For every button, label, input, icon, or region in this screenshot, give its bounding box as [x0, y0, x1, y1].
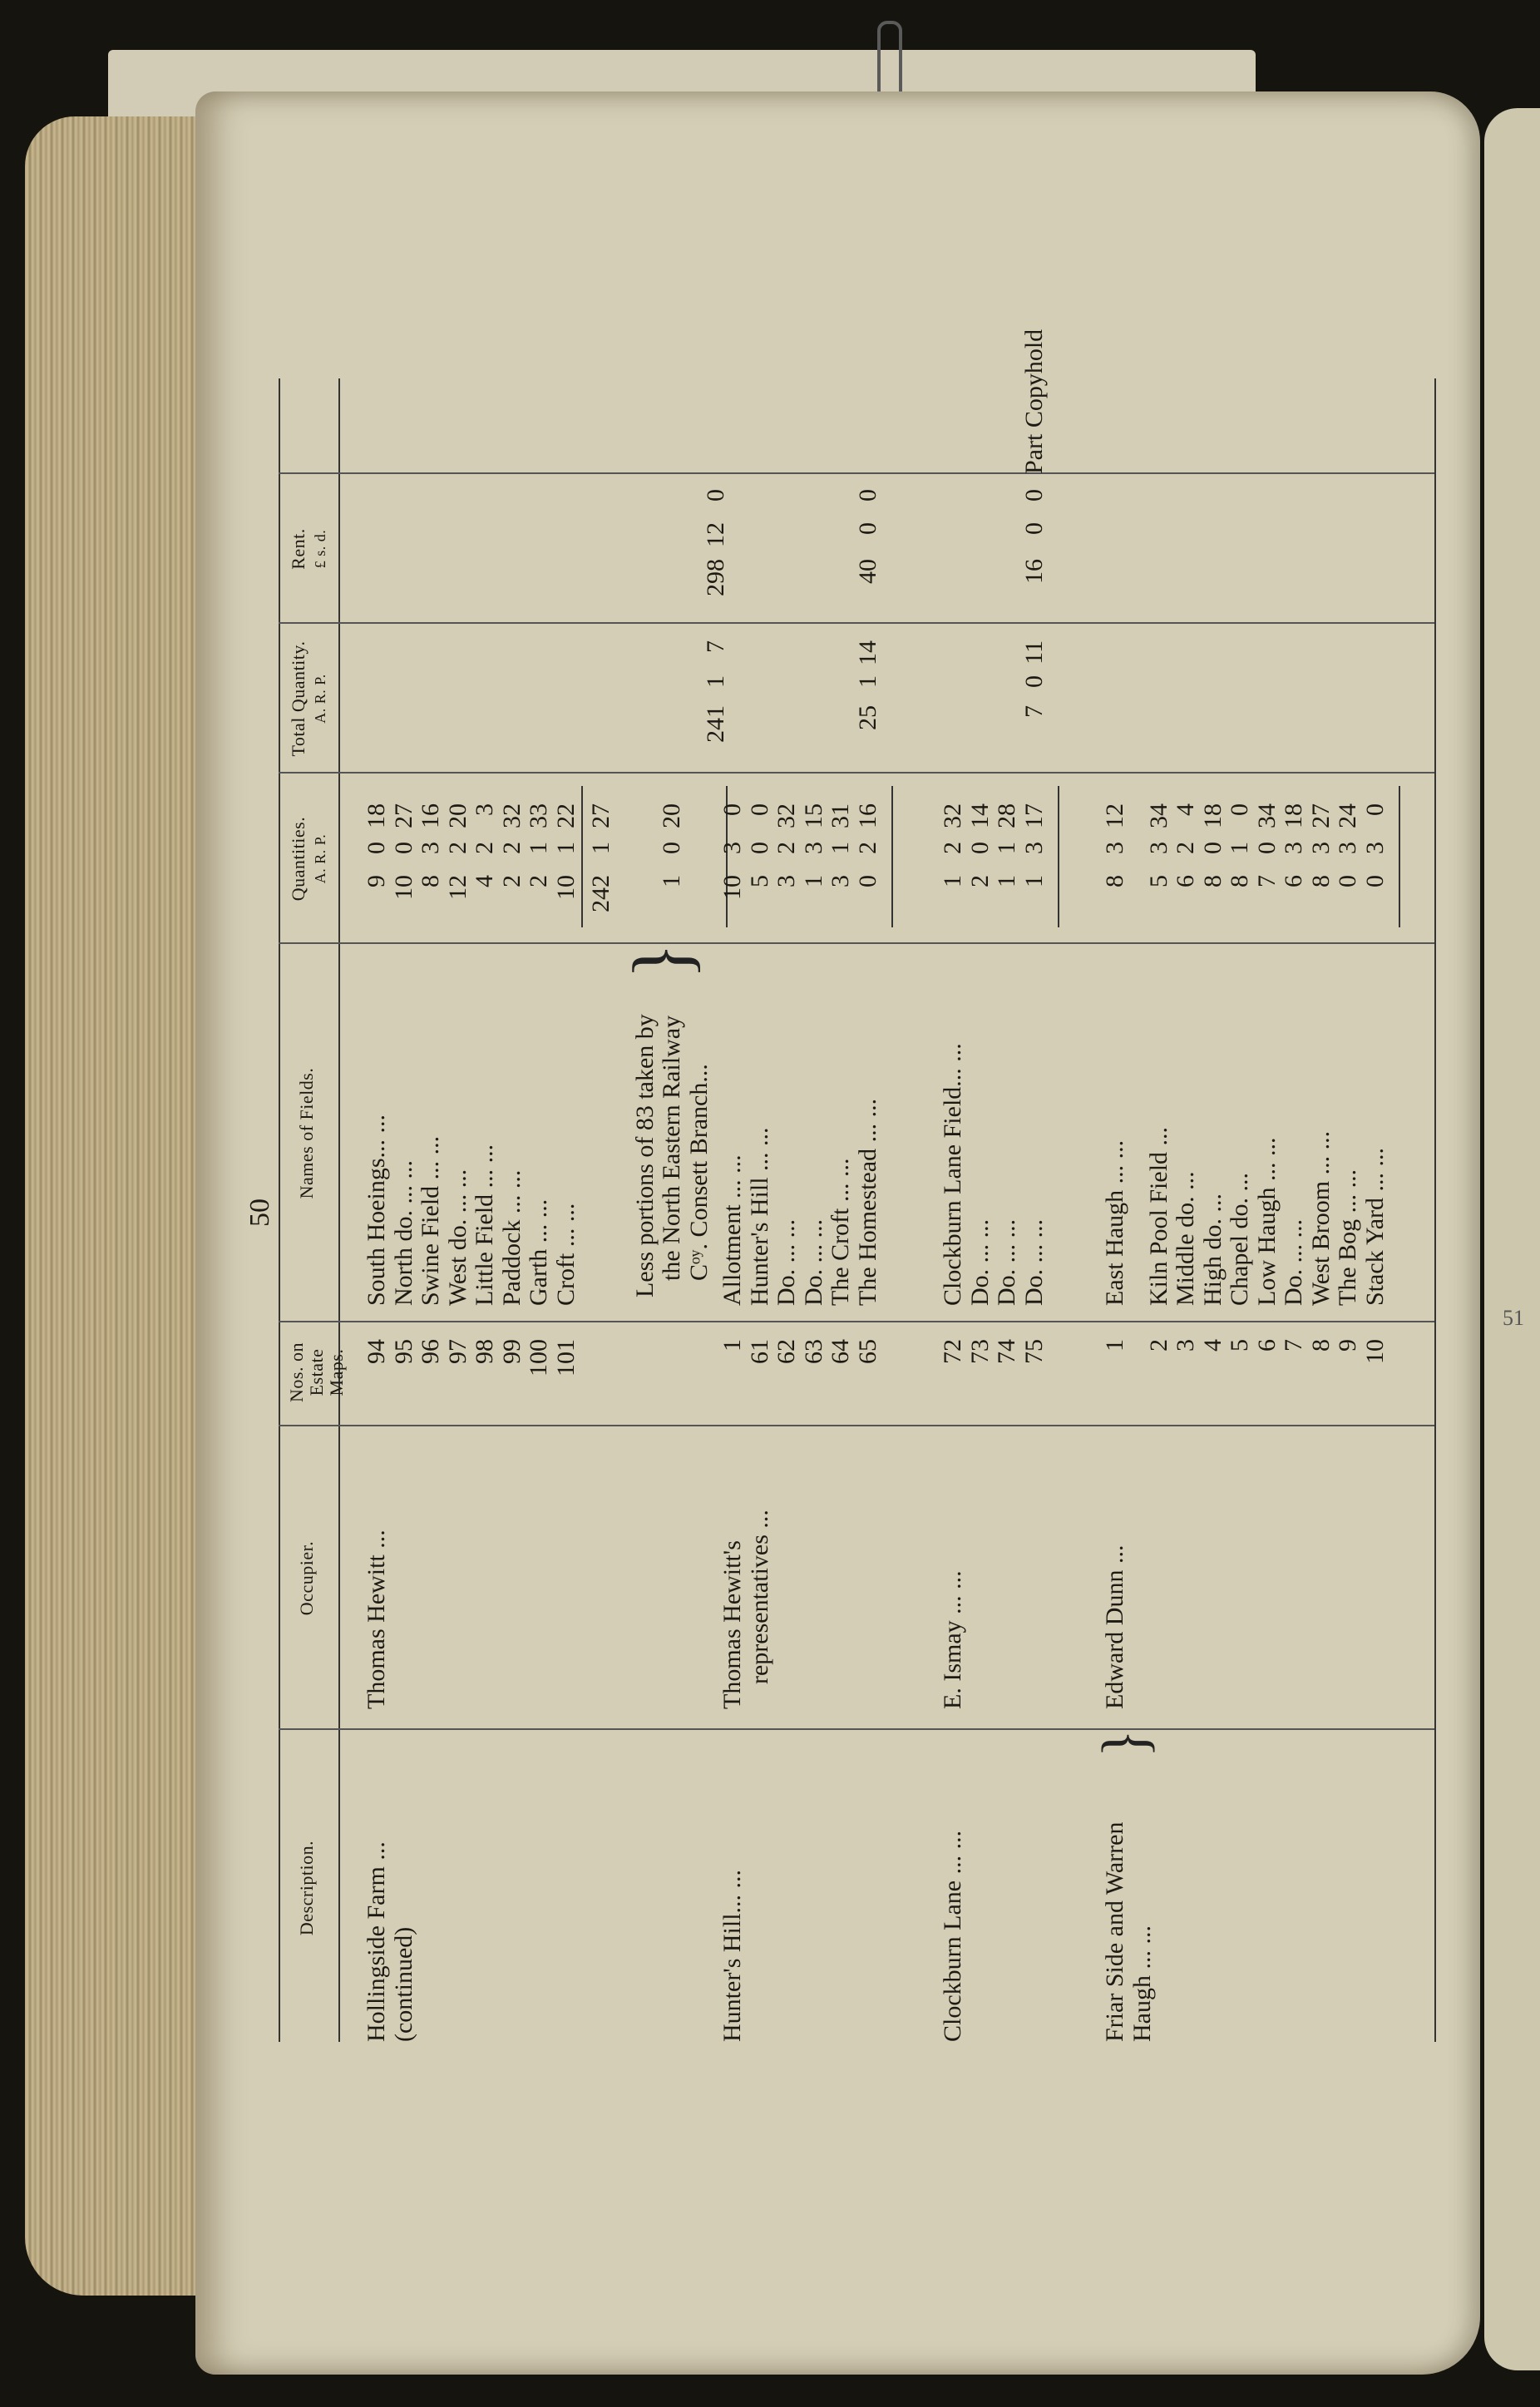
field-quantity: 3	[1101, 842, 1128, 854]
field-quantity: 14	[965, 803, 994, 828]
description-text: Clockburn Lane ... ...	[939, 1830, 966, 2042]
col-divider	[279, 623, 1434, 625]
field-quantity: 18	[1280, 803, 1307, 828]
field-name: Middle do. ...	[1172, 1171, 1199, 1306]
top-rule	[279, 378, 280, 2042]
field-quantity: 15	[799, 803, 827, 828]
header-quantities: Quantities.	[288, 816, 308, 902]
map-number: 100	[525, 1339, 552, 1376]
field-quantity: 5	[1144, 875, 1172, 887]
group-rule	[1058, 786, 1059, 927]
header-names: Names of Fields.	[296, 1067, 317, 1199]
map-number: 7	[1280, 1339, 1307, 1352]
rent-amount: 0	[853, 489, 881, 502]
field-quantity: 0	[745, 803, 773, 816]
rent-amount: 16	[1019, 559, 1048, 584]
field-quantity: 18	[363, 803, 390, 828]
map-number: 75	[1019, 1339, 1048, 1364]
page-edges	[25, 116, 216, 2296]
total-quantity: 11	[1019, 640, 1048, 665]
less-quantity: 1	[658, 875, 685, 887]
field-quantity: 10	[718, 875, 746, 900]
rent-amount: 0	[853, 522, 881, 535]
field-quantity: 34	[1252, 803, 1281, 828]
field-name: South Hoeings... ...	[363, 1114, 390, 1306]
field-quantity: 8	[1198, 875, 1227, 887]
map-number: 1	[1101, 1339, 1128, 1352]
field-quantity: 32	[772, 803, 800, 828]
field-quantity: 20	[443, 803, 471, 828]
map-number: 98	[471, 1339, 498, 1364]
field-name: Stack Yard ... ...	[1360, 1147, 1389, 1306]
map-number: 63	[799, 1339, 827, 1364]
less-note: Cᵒʸ. Consett Branch...	[684, 1064, 713, 1281]
field-quantity: 2	[497, 875, 526, 887]
map-number: 73	[965, 1339, 994, 1364]
description-text: Friar Side and Warren	[1101, 1821, 1128, 2042]
field-quantity: 5	[745, 875, 773, 887]
brace: }	[616, 942, 708, 979]
rent-amount: 298	[702, 559, 729, 596]
field-name: North do. ... ...	[389, 1160, 417, 1306]
field-name: Do. ... ...	[772, 1218, 800, 1306]
field-name: Do. ... ...	[1280, 1218, 1307, 1306]
field-name: Do. ... ...	[1019, 1218, 1048, 1306]
field-quantity: 4	[1172, 803, 1199, 816]
col-divider	[279, 943, 1434, 945]
field-name: Little Field ... ...	[471, 1144, 498, 1306]
field-quantity: 8	[1101, 875, 1128, 887]
header-rent: Rent.	[288, 528, 308, 570]
header-total: Total Quantity.	[288, 640, 308, 757]
field-name: The Bog ... ...	[1334, 1169, 1361, 1306]
subtotal-quantity: 242	[587, 875, 615, 912]
map-number: 94	[363, 1339, 390, 1364]
field-quantity: 3	[1306, 842, 1335, 854]
facing-page-edge	[1484, 108, 1540, 2370]
map-number: 8	[1306, 1339, 1335, 1352]
field-quantity: 2	[471, 842, 498, 854]
field-name: West Broom ... ...	[1306, 1130, 1335, 1306]
field-quantity: 0	[745, 842, 773, 854]
field-name: Do. ... ...	[993, 1218, 1020, 1306]
field-quantity: 10	[551, 875, 580, 900]
field-quantity: 0	[1226, 803, 1253, 816]
field-quantity: 3	[471, 803, 498, 816]
total-quantity: 1	[853, 675, 881, 688]
subtotal-rule	[581, 786, 583, 927]
rent-amount: 0	[1019, 489, 1048, 502]
description-text: Hollingside Farm ...	[363, 1841, 390, 2042]
field-quantity: 32	[497, 803, 526, 828]
field-name: Chapel do. ...	[1226, 1173, 1253, 1306]
field-quantity: 8	[417, 875, 444, 887]
occupier-text: representatives ...	[745, 1510, 773, 1684]
map-number: 62	[772, 1339, 800, 1364]
field-quantity: 34	[1144, 803, 1172, 828]
field-quantity: 0	[965, 842, 994, 854]
field-quantity: 16	[417, 803, 444, 828]
field-name: East Haugh ... ...	[1101, 1139, 1128, 1306]
group-rule	[891, 786, 893, 927]
field-quantity: 24	[1334, 803, 1361, 828]
field-quantity: 3	[1334, 842, 1361, 854]
field-quantity: 8	[1226, 875, 1253, 887]
field-quantity: 1	[939, 875, 966, 887]
field-quantity: 33	[525, 803, 552, 828]
header-rent-units: £ s. d.	[312, 529, 328, 569]
total-quantity: 0	[1019, 675, 1048, 688]
field-quantity: 1	[827, 842, 854, 854]
field-name: Low Haugh ... ...	[1252, 1137, 1281, 1306]
subtotal-quantity: 27	[587, 803, 615, 828]
field-name: Hunter's Hill ... ...	[745, 1127, 773, 1306]
field-quantity: 6	[1172, 875, 1199, 887]
field-quantity: 3	[417, 842, 444, 854]
map-number: 10	[1360, 1339, 1389, 1364]
col-divider	[279, 1729, 1434, 1731]
field-quantity: 1	[551, 842, 580, 854]
map-number: 1	[718, 1339, 746, 1352]
total-quantity: 7	[1019, 705, 1048, 718]
field-name: West do. ... ...	[443, 1169, 471, 1306]
field-quantity: 0	[853, 875, 881, 887]
map-number: 5	[1226, 1339, 1253, 1352]
field-quantity: 6	[1280, 875, 1307, 887]
map-number: 72	[939, 1339, 966, 1364]
description-text: (continued)	[389, 1926, 417, 2042]
rent-amount: 0	[702, 489, 729, 502]
group-rule	[1399, 786, 1400, 927]
page-number: 50	[244, 1199, 275, 1227]
total-quantity: 1	[702, 675, 729, 688]
header-quantities-units: A. R. P.	[312, 833, 328, 884]
header-nos: Nos. on Estate Maps.	[286, 1342, 347, 1402]
field-name: Do. ... ...	[965, 1218, 994, 1306]
field-quantity: 3	[718, 842, 746, 854]
map-number: 3	[1172, 1339, 1199, 1352]
field-quantity: 8	[1306, 875, 1335, 887]
field-name: Swine Field ... ...	[417, 1135, 444, 1306]
field-quantity: 3	[1360, 842, 1389, 854]
field-quantity: 1	[993, 875, 1020, 887]
map-number: 96	[417, 1339, 444, 1364]
occupier-text: E. Ismay ... ...	[939, 1570, 966, 1709]
field-quantity: 3	[772, 875, 800, 887]
field-quantity: 2	[939, 842, 966, 854]
field-quantity: 1	[799, 875, 827, 887]
field-quantity: 32	[939, 803, 966, 828]
field-quantity: 0	[1360, 803, 1389, 816]
field-quantity: 1	[525, 842, 552, 854]
map-number: 95	[389, 1339, 417, 1364]
field-quantity: 0	[363, 842, 390, 854]
header-total-units: A. R. P.	[312, 674, 328, 724]
field-quantity: 4	[471, 875, 498, 887]
field-quantity: 0	[389, 842, 417, 854]
field-quantity: 27	[1306, 803, 1335, 828]
field-quantity: 1	[993, 842, 1020, 854]
field-quantity: 2	[853, 842, 881, 854]
field-quantity: 12	[1101, 803, 1128, 828]
field-name: Croft ... ...	[551, 1203, 580, 1306]
col-divider	[279, 473, 1434, 475]
field-quantity: 3	[1019, 842, 1048, 854]
map-number: 74	[993, 1339, 1020, 1364]
field-quantity: 18	[1198, 803, 1227, 828]
remark-part-copyhold: Part Copyhold	[1019, 329, 1048, 474]
map-number: 97	[443, 1339, 471, 1364]
description-text: Haugh ... ...	[1128, 1925, 1156, 2042]
map-number: 2	[1144, 1339, 1172, 1352]
field-quantity: 12	[443, 875, 471, 900]
field-quantity: 31	[827, 803, 854, 828]
field-quantity: 1	[1019, 875, 1048, 887]
bottom-rule	[1434, 378, 1436, 2042]
field-quantity: 28	[993, 803, 1020, 828]
map-number: 65	[853, 1339, 881, 1364]
rotated-ledger-table	[244, 329, 1484, 2059]
col-divider	[279, 1322, 1434, 1323]
less-quantity: 0	[658, 842, 685, 854]
field-quantity: 3	[799, 842, 827, 854]
subtotal-quantity: 1	[587, 842, 615, 854]
map-number: 9	[1334, 1339, 1361, 1352]
field-name: Allotment ... ...	[718, 1154, 746, 1306]
less-note: Less portions of 83 taken by	[630, 1014, 659, 1297]
map-number: 99	[497, 1339, 526, 1364]
header-rule	[338, 378, 340, 2042]
field-name: Do. ... ...	[799, 1218, 827, 1306]
field-quantity: 2	[965, 875, 994, 887]
occupier-text: Edward Dunn ...	[1101, 1545, 1128, 1709]
field-quantity: 0	[1334, 875, 1361, 887]
field-name: Garth ... ...	[525, 1199, 552, 1306]
field-quantity: 2	[772, 842, 800, 854]
rent-amount: 40	[853, 559, 881, 584]
field-quantity: 2	[443, 842, 471, 854]
col-divider	[279, 1426, 1434, 1427]
map-number: 6	[1252, 1339, 1281, 1352]
col-divider	[279, 773, 1434, 774]
field-name: The Homestead ... ...	[853, 1098, 881, 1306]
header-occupier: Occupier.	[296, 1540, 317, 1616]
field-name: Paddock ... ...	[497, 1169, 526, 1306]
map-number: 4	[1198, 1339, 1227, 1352]
field-quantity: 2	[1172, 842, 1199, 854]
field-quantity: 3	[827, 875, 854, 887]
field-quantity: 22	[551, 803, 580, 828]
rent-amount: 12	[702, 522, 729, 547]
field-quantity: 2	[497, 842, 526, 854]
field-quantity: 1	[1226, 842, 1253, 854]
total-quantity: 25	[853, 705, 881, 730]
field-quantity: 16	[853, 803, 881, 828]
field-quantity: 17	[1019, 803, 1048, 828]
field-quantity: 3	[1144, 842, 1172, 854]
field-quantity: 3	[1280, 842, 1307, 854]
header-description: Description.	[296, 1840, 317, 1936]
field-quantity: 0	[1198, 842, 1227, 854]
total-quantity: 7	[702, 640, 729, 653]
field-quantity: 0	[718, 803, 746, 816]
field-quantity: 0	[1360, 875, 1389, 887]
field-quantity: 9	[363, 875, 390, 887]
less-quantity: 20	[658, 803, 685, 828]
field-quantity: 2	[525, 875, 552, 887]
brace: }	[1090, 1729, 1161, 1757]
field-name: The Croft ... ...	[827, 1158, 854, 1306]
map-number: 101	[551, 1339, 580, 1376]
occupier-text: Thomas Hewitt ...	[363, 1530, 390, 1709]
map-number: 61	[745, 1339, 773, 1364]
less-note: the North Eastern Railway	[658, 1015, 685, 1281]
description-text: Hunter's Hill... ...	[718, 1869, 746, 2042]
field-name: Clockburn Lane Field... ...	[939, 1043, 966, 1306]
map-number: 64	[827, 1339, 854, 1364]
field-quantity: 27	[389, 803, 417, 828]
field-name: Kiln Pool Field ...	[1144, 1126, 1172, 1306]
field-quantity: 10	[389, 875, 417, 900]
total-quantity: 241	[702, 705, 729, 743]
occupier-text: Thomas Hewitt's	[718, 1540, 746, 1709]
field-quantity: 0	[1252, 842, 1281, 854]
facing-page-number: 51	[1503, 1306, 1524, 1330]
field-quantity: 7	[1252, 875, 1281, 887]
total-quantity: 14	[853, 640, 881, 665]
field-name: High do. ...	[1198, 1194, 1227, 1306]
rent-amount: 0	[1019, 522, 1048, 535]
